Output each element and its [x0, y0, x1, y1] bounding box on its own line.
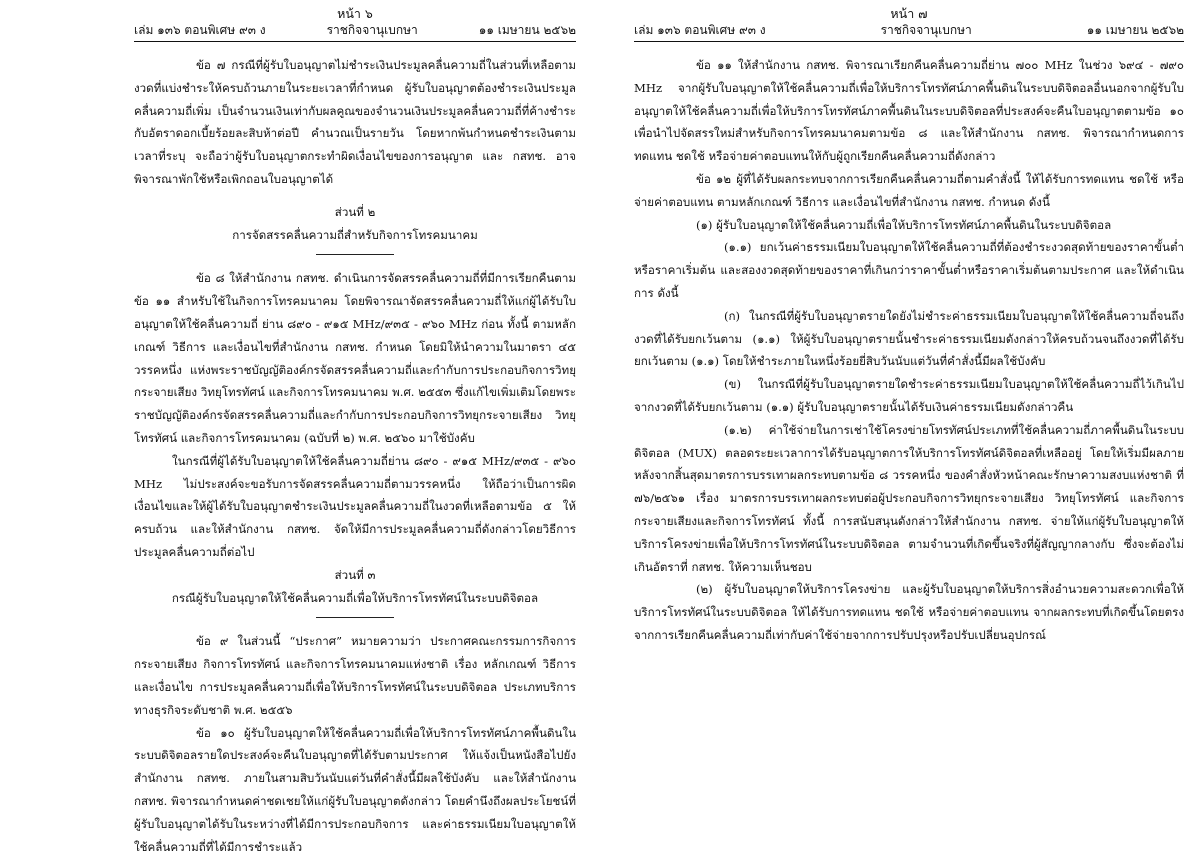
section-divider — [316, 254, 394, 255]
page-body — [634, 54, 1184, 647]
clause-12-item-b: (ข) ในกรณีที่ผู้รับใบอนุญาตรายใดชำระค่าธรรมเนียมใบอนุญาตให้ใช้คลื่นความถี่ไว้เกินไปจากงวดที่ได้รับยกเว้นตาม (๑.๑) ผู้รับใบอนุญาตรายนั้นได้รับเงินค่าธรรมเนียมดังกล่าวคืน — [634, 377, 1184, 414]
section-2-subtitle: การจัดสรรคลื่นความถี่สำหรับกิจการโทรคมนาคม — [232, 227, 478, 242]
clause-10: ข้อ ๑๐ ผู้รับใบอนุญาตให้ใช้คลื่นความถี่เพื่อให้บริการโทรทัศน์ภาคพื้นดินในระบบดิจิตอลรายใดประสงค์จะคืนใบอนุญาตที่ได้รับตามประกาศ ให้แจ้งเป็นหนังสือไปยังสำนักงาน กสทช. ภายในสามสิบวันนับแต่วันที่คำสั่งนี้มีผลใช้บังคับ และให้สำนักงาน กสทช. พิจารณากำหนดค่าชดเชยให้แก่ผู้รับใบอนุญาตดังกล่าว โดยคำนึงถึงผลประโยชน์ที่ผู้รับใบอนุญาตได้รับในระหว่างที่ได้มีการประกอบกิจการ และค่าธรรมเนียมใบอนุญาตให้ใช้คลื่นความถี่ที่ได้มีการชำระแล้ว — [134, 725, 576, 854]
clause-8-paragraph-2: ในกรณีที่ผู้ได้รับใบอนุญาตให้ใช้คลื่นความถี่ย่าน ๘๙๐ - ๙๑๕ MHz/๙๓๕ - ๙๖๐ MHz ไม่ประสงค์จะขอรับการจัดสรรคลื่นความถี่ตามวรรคหนึ่ง ให้ถือว่าเป็นการผิดเงื่อนไขและให้ผู้ได้รับใบอนุญาตชำระเงินประมูลคลื่นความถี่ในงวดที่เหลือตามข้อ ๕ ให้ครบถ้วน และให้สำนักงาน กสทช. จัดให้มีการประมูลคลื่นความถี่ดังกล่าวโดยวิธีการประมูลคลื่นความถี่ต่อไป — [134, 453, 576, 559]
page-number: หน้า ๖ — [337, 6, 373, 21]
right-page — [608, 0, 1200, 642]
volume-info: เล่ม ๑๓๖ ตอนพิเศษ ๙๓ ง — [634, 23, 766, 37]
gazette-header — [634, 22, 1184, 42]
page-number: หน้า ๗ — [890, 6, 928, 21]
clause-12-item-a: (ก) ในกรณีที่ผู้รับใบอนุญาตรายใดยังไม่ชำระค่าธรรมเนียมใบอนุญาตให้ใช้คลื่นความถี่จนถึงงวดที่ได้รับยกเว้นตาม (๑.๑) ให้ผู้รับใบอนุญาตรายนั้นชำระค่าธรรมเนียมดังกล่าวให้ครบถ้วนจนถึงงวดที่ได้รับยกเว้นตาม (๑.๑) โดยให้ชำระภายในหนึ่งร้อยยี่สิบวันนับแต่วันที่คำสั่งนี้มีผลใช้บังคับ — [634, 308, 1184, 369]
clause-12-item-2: (๒) ผู้รับใบอนุญาตให้บริการโครงข่าย และผู้รับใบอนุญาตให้บริการสิ่งอำนวยความสะดวกเพื่อให้บริการโทรทัศน์ในระบบดิจิตอล ให้ได้รับการทดแทน ชดใช้ หรือจ่ายค่าตอบแทน จากผลกระทบที่เกิดขึ้นโดยตรงจากการเรียกคืนคลื่นความถี่เท่ากับค่าใช้จ่ายจากการปรับปรุงหรือปรับเปลี่ยนอุปกรณ์ — [634, 582, 1184, 642]
gazette-header — [134, 22, 576, 42]
clause-11: ข้อ ๑๑ ให้สำนักงาน กสทช. พิจารณาเรียกคืนคลื่นความถี่ย่าน ๗๐๐ MHz ในช่วง ๖๙๔ - ๗๙๐ MHz จากผู้รับใบอนุญาตให้ใช้คลื่นความถี่เพื่อให้บริการโทรทัศน์ภาคพื้นดินในระบบดิจิตอลอื่นนอกจากผู้รับใบอนุญาตให้ใช้คลื่นความถี่เพื่อให้บริการโทรทัศน์ภาคพื้นดินในระบบดิจิตอลที่ประสงค์จะคืนใบอนุญาตตามข้อ ๑๐ เพื่อนำไปจัดสรรใหม่สำหรับกิจการโทรคมนาคมตามข้อ ๘ และให้สำนักงาน กสทช. พิจารณากำหนดการทดแทน ชดใช้ หรือจ่ายค่าตอบแทนให้กับผู้ถูกเรียกคืนคลื่นความถี่ดังกล่าว — [634, 58, 1184, 164]
left-page — [0, 0, 592, 854]
clause-12-item-1-1: (๑.๑) ยกเว้นค่าธรรมเนียมใบอนุญาตให้ใช้คลื่นความถี่ที่ต้องชำระงวดสุดท้ายของราคาขั้นต่ำหรือราคาเริ่มต้น และสองงวดสุดท้ายของราคาที่เกินกว่าราคาขั้นต่ำหรือราคาเริ่มต้นตามประกาศ และให้ดำเนินการ ดังนี้ — [634, 240, 1184, 300]
clause-9: ข้อ ๙ ในส่วนนี้ “ประกาศ” หมายความว่า ประกาศคณะกรรมการกิจการกระจายเสียง กิจการโทรทัศน์ และกิจการโทรคมนาคมแห่งชาติ เรื่อง หลักเกณฑ์ วิธีการ และเงื่อนไข การประมูลคลื่นความถี่เพื่อให้บริการโทรทัศน์ในระบบดิจิตอล ประเภทบริการทางธุรกิจระดับชาติ พ.ศ. ๒๕๕๖ — [134, 634, 576, 717]
clause-12: ข้อ ๑๒ ผู้ที่ได้รับผลกระทบจากการเรียกคืนคลื่นความถี่ตามคำสั่งนี้ ให้ได้รับการทดแทน ชดใช้ หรือจ่ายค่าตอบแทน ตามหลักเกณฑ์ วิธีการ และเงื่อนไขที่สำนักงาน กสทช. กำหนด ดังนี้ — [634, 171, 1184, 209]
section-3-subtitle: กรณีผู้รับใบอนุญาตให้ใช้คลื่นความถี่เพื่อให้บริการโทรทัศน์ในระบบดิจิตอล — [171, 590, 539, 605]
clause-7: ข้อ ๗ กรณีที่ผู้รับใบอนุญาตไม่ชำระเงินประมูลคลื่นความถี่ในส่วนที่เหลือตามงวดที่แบ่งชำระให้ครบถ้วนภายในระยะเวลาที่กำหนด ผู้รับใบอนุญาตต้องชำระเงินประมูลคลื่นความถี่เพิ่ม เป็นจำนวนเงินเท่ากับผลคูณของจำนวนเงินประมูลคลื่นความถี่ที่ค้างชำระกับอัตราดอกเบี้ยร้อยละสิบห้าต่อปี คำนวณเป็นรายวัน โดยหากพ้นกำหนดชำระเงินตามเวลาที่ระบุ จะถือว่าผู้รับใบอนุญาตกระทำผิดเงื่อนไขของการอนุญาต และ กสทช. อาจพิจารณาพักใช้หรือเพิกถอนใบอนุญาตได้ — [134, 58, 576, 186]
section-3-title: ส่วนที่ ๓ — [334, 567, 376, 582]
publication-date: ๑๑ เมษายน ๒๕๖๒ — [478, 23, 576, 37]
volume-info: เล่ม ๑๓๖ ตอนพิเศษ ๙๓ ง — [134, 23, 266, 37]
clause-12-item-1-2: (๑.๒) ค่าใช้จ่ายในการเช่าใช้โครงข่ายโทรทัศน์ประเภทที่ใช้คลื่นความถี่ภาคพื้นดินในระบบดิจิตอล (MUX) ตลอดระยะเวลาการได้รับอนุญาตการให้บริการโทรทัศน์ดิจิตอลที่เหลืออยู่ โดยให้เริ่มมีผลภายหลังจากสิ้นสุดมาตรการบรรเทาผลกระทบตามข้อ ๘ วรรคหนึ่ง ของคำสั่งหัวหน้าคณะรักษาความสงบแห่งชาติ ที่ ๗๖/๒๕๖๑ เรื่อง มาตรการบรรเทาผลกระทบต่อผู้ประกอบกิจการวิทยุกระจายเสียง วิทยุโทรทัศน์ และกิจการกระจายเสียงและกิจการโทรทัศน์ ทั้งนี้ การสนับสนุนดังกล่าวให้สำนักงาน กสทช. จ่ายให้แก่ผู้รับใบอนุญาตให้บริการโครงข่ายเพื่อให้บริการโทรทัศน์ในระบบดิจิตอล ตามจำนวนที่เกิดขึ้นจริงที่ผู้สัญญากลางกับ ซึ่งจะต้องไม่เกินอัตราที่ กสทช. ให้ความเห็นชอบ — [634, 422, 1184, 574]
clause-8: ข้อ ๘ ให้สำนักงาน กสทช. ดำเนินการจัดสรรคลื่นความถี่ที่มีการเรียกคืนตามข้อ ๑๑ สำหรับใช้ในกิจการโทรคมนาคม โดยพิจารณาจัดสรรคลื่นความถี่ให้แก่ผู้ได้รับใบอนุญาตให้ใช้คลื่นความถี่ ย่าน ๘๙๐ - ๙๑๕ MHz/๙๓๕ - ๙๖๐ MHz ก่อน ทั้งนี้ ตามหลักเกณฑ์ วิธีการ และเงื่อนไขที่สำนักงาน กสทช. กำหนด โดยมิให้นำความในมาตรา ๔๕ วรรคหนึ่ง แห่งพระราชบัญญัติองค์กรจัดสรรคลื่นความถี่และกำกับการประกอบกิจการวิทยุกระจายเสียง วิทยุโทรทัศน์ และกิจการโทรคมนาคม พ.ศ. ๒๕๕๓ ซึ่งแก้ไขเพิ่มเติมโดยพระราชบัญญัติองค์กรจัดสรรคลื่นความถี่และกำกับการประกอบกิจการวิทยุกระจายเสียง วิทยุโทรทัศน์ และกิจการโทรคมนาคม (ฉบับที่ ๒) พ.ศ. ๒๕๖๐ มาใช้บังคับ — [134, 271, 576, 445]
page-body — [134, 54, 576, 858]
clause-12-item-1: (๑) ผู้รับใบอนุญาตให้ใช้คลื่นความถี่เพื่อให้บริการโทรทัศน์ภาคพื้นดินในระบบดิจิตอล — [696, 217, 1112, 232]
section-2-title: ส่วนที่ ๒ — [334, 204, 376, 219]
publication-name: ราชกิจจานุเบกษา — [326, 23, 418, 37]
publication-name: ราชกิจจานุเบกษา — [880, 23, 972, 37]
publication-date: ๑๑ เมษายน ๒๕๖๒ — [1086, 23, 1184, 37]
section-divider — [316, 617, 394, 618]
